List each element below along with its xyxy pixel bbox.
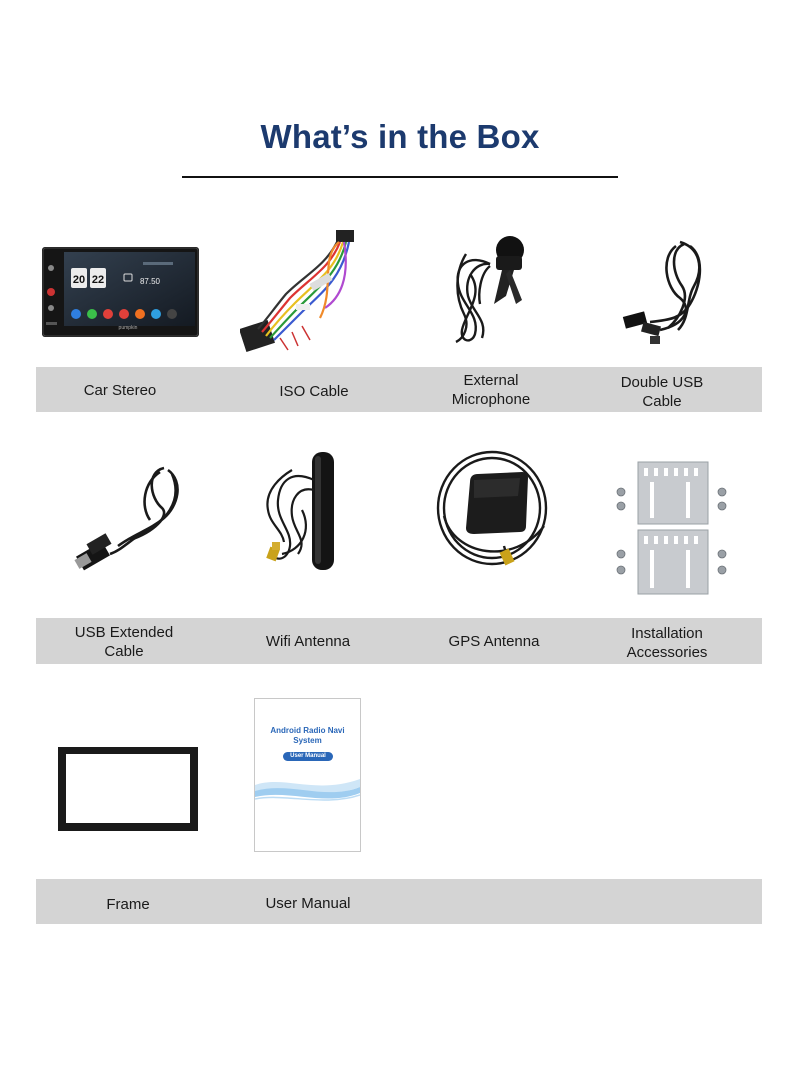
external-microphone-image (450, 234, 532, 348)
user-manual-image (254, 698, 361, 852)
item-label-gps-antenna: GPS Antenna (448, 633, 540, 650)
item-label-frame: Frame (106, 896, 150, 913)
svg-text:20: 20 (72, 274, 86, 286)
svg-text:22: 22 (91, 274, 105, 286)
item-label-car-stereo: Car Stereo (83, 382, 157, 399)
frame-image (57, 746, 199, 832)
item-label-user-manual: User Manual (265, 895, 351, 912)
title-underline (182, 176, 618, 178)
manual-cover-swoosh (255, 765, 360, 815)
item-label-double-usb-cable: Double USB Cable (620, 374, 704, 410)
manual-cover-badge: User Manual (283, 752, 333, 761)
usb-extended-cable-image (74, 462, 188, 576)
installation-accessories-image (612, 458, 732, 598)
item-label-iso-cable: ISO Cable (279, 383, 349, 400)
svg-text:87.50: 87.50 (139, 277, 161, 286)
svg-text:pumpkin: pumpkin (118, 325, 138, 331)
double-usb-cable-image (620, 238, 708, 350)
wifi-antenna-image (262, 450, 342, 580)
car-stereo-image (42, 246, 200, 338)
gps-antenna-image (434, 446, 552, 574)
item-label-external-microphone: External Microphone (451, 372, 531, 408)
item-label-usb-extended-cable: USB Extended Cable (74, 624, 174, 660)
item-label-wifi-antenna: Wifi Antenna (265, 633, 351, 650)
iso-cable-image (240, 228, 360, 356)
item-label-installation-accessories: Installation Accessories (626, 625, 708, 661)
manual-cover-title: Android Radio Navi System (270, 726, 345, 745)
page-title: What’s in the Box (260, 118, 540, 155)
